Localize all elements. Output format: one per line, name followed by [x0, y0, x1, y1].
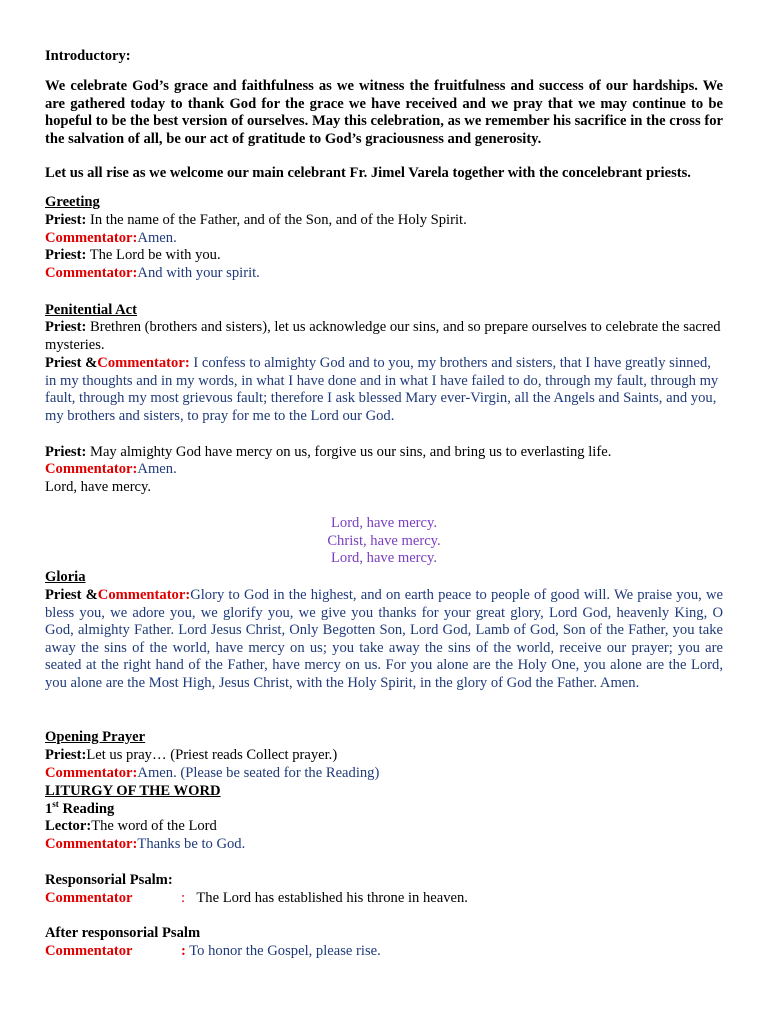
after-psalm-line	[45, 943, 723, 961]
psalm-line	[45, 890, 723, 908]
commentator-label: Commentator	[45, 943, 133, 959]
gloria-body: Glory to God in the highest, and on earth peace to people of good will. We praise you, we bless you, we adore you, we glorify you, we give you thanks for your great glory, Lord God, heavenly King, O God, almighty Father. Lord Jesus Christ, Only Begotten Son, Lord God, Lamb of God, Son of the Father, you take away the sins of the world, have mercy on us; you take away the sins of the world, receive our prayer; you are seated at the right hand of the Father, have mercy on us. For you alone are the Holy One, you alone are the Lord, you alone are the Most High, Jesus Christ, with the Holy Spirit, in the glory of God the Father. Amen.	[45, 587, 723, 691]
penitential-line-1	[45, 319, 723, 354]
gloria-heading: Gloria	[45, 569, 86, 585]
penitential-amen	[45, 461, 723, 479]
greeting-response-text: Amen.	[137, 230, 177, 246]
amen-text: Amen.	[137, 461, 177, 477]
lector-line	[45, 818, 723, 836]
penitential-absolution	[45, 444, 723, 462]
greeting-priest-text: In the name of the Father, and of the Son, and of the Holy Spirit.	[86, 212, 467, 228]
intro-heading: Introductory:	[45, 48, 131, 64]
greeting-response-text: And with your spirit.	[137, 265, 260, 281]
greeting-line-1	[45, 212, 723, 230]
penitential-confiteor	[45, 355, 723, 425]
reading-ordinal: st	[52, 799, 59, 810]
priest-label: Priest:	[45, 444, 87, 460]
penitential-heading: Penitential Act	[45, 302, 138, 318]
gloria-text	[45, 587, 723, 693]
commentator-label: Commentator:	[45, 461, 138, 477]
commentator-label: Commentator:	[45, 765, 138, 781]
absolution-text: May almighty God have mercy on us, forgive us our sins, and bring us to everlasting life.	[86, 444, 612, 460]
priest-label: Priest:	[45, 747, 87, 763]
priest-amp-label: Priest &	[45, 355, 98, 371]
kyrie-line-2: Christ, have mercy.	[327, 533, 441, 549]
colon: :	[181, 943, 186, 959]
opening-priest-text: Let us pray… (Priest reads Collect prayer.)	[86, 747, 338, 763]
reading-word: Reading	[58, 801, 115, 817]
liturgy-heading: LITURGY OF THE WORD	[45, 783, 221, 799]
lector-text: The word of the Lord	[91, 818, 217, 834]
reading-response-line	[45, 836, 723, 854]
greeting-priest-text: The Lord be with you.	[86, 247, 221, 263]
lord-have-mercy-line: Lord, have mercy.	[45, 479, 152, 495]
commentator-label: Commentator:	[97, 355, 190, 371]
colon: :	[181, 890, 186, 906]
greeting-line-4	[45, 265, 723, 283]
greeting-line-2	[45, 230, 723, 248]
commentator-label: Commentator:	[45, 230, 138, 246]
lector-label: Lector:	[45, 818, 92, 834]
after-psalm-text: To honor the Gospel, please rise.	[185, 943, 381, 959]
priest-label: Priest:	[45, 247, 87, 263]
confiteor-text: I confess to almighty God and to you, my brothers and sisters, that I have greatly sinned, in my thoughts and in my words, in what I have done and in what I have failed to do, through my fault, through my fault, through my most grievous fault; therefore I ask blessed Mary ever-Virgin, all the Angels and Saints, and you, my brothers and sisters, to pray for me to the Lord our God.	[45, 355, 719, 424]
priest-label: Priest:	[45, 212, 87, 228]
after-psalm-heading: After responsorial Psalm	[45, 925, 201, 941]
reading-response-text: Thanks be to God.	[137, 836, 246, 852]
priest-label: Priest:	[45, 319, 87, 335]
commentator-label: Commentator	[45, 890, 133, 906]
reading-number: 1	[45, 801, 53, 817]
psalm-heading: Responsorial Psalm:	[45, 872, 173, 888]
intro-paragraph: We celebrate God’s grace and faithfulness as we witness the fruitfulness and success of our hardships. We are gathered today to thank God for the grace we have received and we pray that we may continue to be hopeful to be the best version of ourselves. May this celebration, as we remember his sacrifice in the cross for the salvation of all, be our act of gratitude to God’s graciousness and generosity.	[45, 78, 723, 147]
greeting-heading: Greeting	[45, 194, 100, 210]
intro-rise-paragraph: Let us all rise as we welcome our main celebrant Fr. Jimel Varela together with the concelebrant priests.	[45, 165, 691, 181]
first-reading-heading	[45, 801, 723, 819]
opening-prayer-line-1	[45, 747, 723, 765]
commentator-label: Commentator:	[45, 836, 138, 852]
penitential-priest-text: Brethren (brothers and sisters), let us acknowledge our sins, and so prepare ourselves to celebrate the sacred mysteries.	[45, 319, 721, 353]
greeting-line-3	[45, 247, 723, 265]
opening-response-text: Amen. (Please be seated for the Reading)	[137, 765, 380, 781]
commentator-label: Commentator:	[97, 587, 191, 603]
opening-prayer-heading: Opening Prayer	[45, 729, 146, 745]
kyrie-line-3: Lord, have mercy.	[330, 550, 438, 566]
kyrie-line-1: Lord, have mercy.	[330, 515, 438, 531]
opening-prayer-line-2	[45, 765, 723, 783]
psalm-text: The Lord has established his throne in heaven.	[193, 890, 468, 906]
priest-amp-label: Priest &	[45, 587, 98, 603]
commentator-label: Commentator:	[45, 265, 138, 281]
